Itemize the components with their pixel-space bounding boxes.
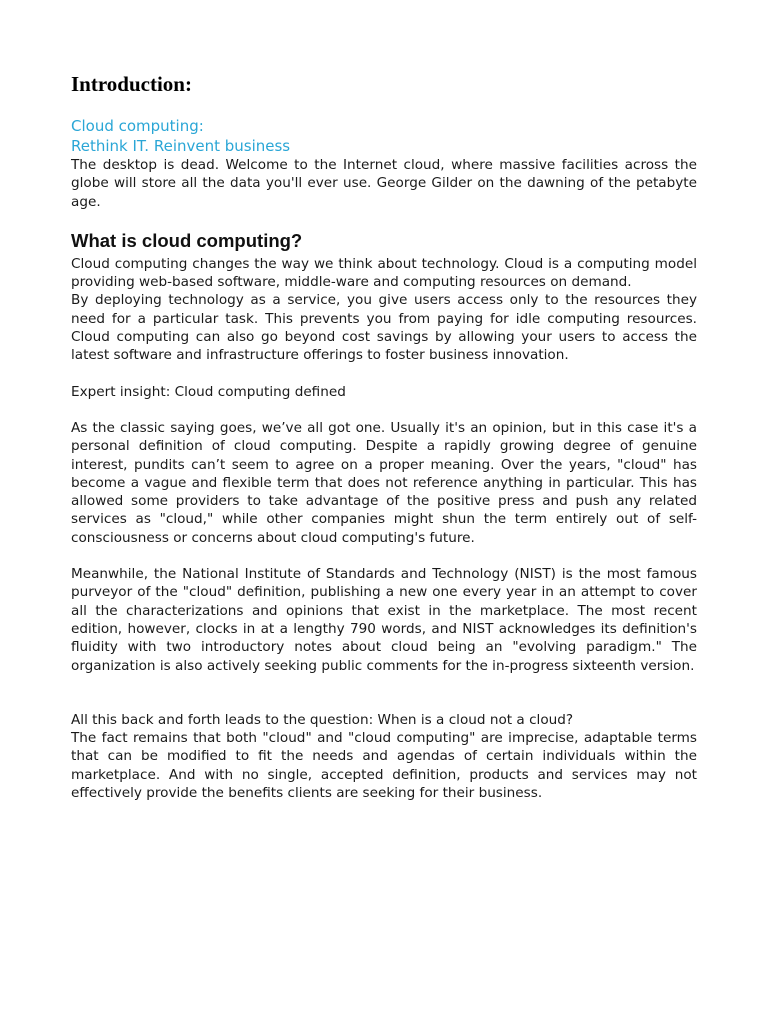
expert-insight-line: Expert insight: Cloud computing defined xyxy=(71,383,346,400)
what-is-cloud-heading: What is cloud computing? xyxy=(71,229,303,251)
question-line: All this back and forth leads to the question: When is a cloud not a cloud? xyxy=(71,711,574,728)
fact-paragraph: The fact remains that both "cloud" and "cloud computing" are imprecise, adaptable terms that can be modified to fit the needs and agendas of certain individuals within the marketplace. And with no single, accepted definition, products and services may not effectively provide the benefits clients are seeking for their business. xyxy=(71,730,697,802)
what-is-paragraph-2: By deploying technology as a service, you give users access only to the resources they need for a particular task. This prevents you from paying for idle computing resources. Cloud computing can also go beyond cost savings by allowing your users to access the latest software and infrastructure offerings to foster business innovation. xyxy=(71,292,697,364)
classic-saying-paragraph: As the classic saying goes, we’ve all got one. Usually it's an opinion, but in this case it's a personal definition of cloud computing. Despite a rapidly growing degree of genuine interest, pundits can’t seem to agree on a proper meaning. Over the years, "cloud" has become a vague and flexible term that does not reference anything in particular. This has allowed some providers to take advantage of the positive press and push any related services as "cloud," while other companies might shun the term entirely out of self-consciousness or concerns about cloud computing's future. xyxy=(71,419,697,546)
spacer xyxy=(71,547,697,565)
introduction-heading: Introduction: xyxy=(71,72,192,96)
spacer xyxy=(71,365,697,383)
what-is-paragraph-1: Cloud computing changes the way we think about technology. Cloud is a computing model providing web-based software, middle-ware and computing resources on demand. xyxy=(71,255,697,291)
intro-paragraph: The desktop is dead. Welcome to the Internet cloud, where massive facilities across the globe will store all the data you'll ever use. George Gilder on the dawning of the petabyte age. xyxy=(71,157,697,210)
document-page xyxy=(71,70,697,802)
spacer xyxy=(71,675,697,711)
spacer xyxy=(71,401,697,419)
rethink-it-subheading: Rethink IT. Reinvent business xyxy=(71,137,291,155)
cloud-computing-subheading: Cloud computing: xyxy=(71,117,204,135)
nist-paragraph: Meanwhile, the National Institute of Standards and Technology (NIST) is the most famous purveyor of the "cloud" definition, publishing a new one every year in an attempt to cover all the characterizations and opinions that exist in the marketplace. The most recent edition, however, clocks in at a lengthy 790 words, and NIST acknowledges its definition's fluidity with two introductory notes about cloud being an "evolving paradigm." The organization is also actively seeking public comments for the in-progress sixteenth version. xyxy=(71,566,697,674)
